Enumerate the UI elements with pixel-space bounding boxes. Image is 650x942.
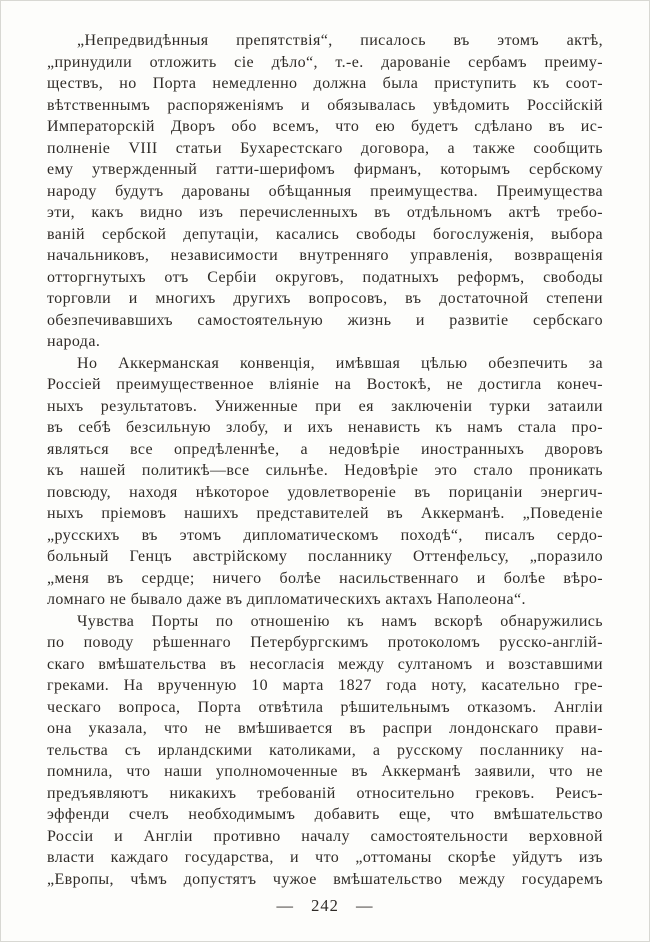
text-line: ему утвержденный гатти-шерифомъ фирманъ, которымъ сербскому xyxy=(47,161,603,178)
text-line: ныхъ результатовъ. Униженные при ея заключеніи турки затаили xyxy=(47,397,603,415)
text-line: Россіей преимущественное вліяніе на Востокѣ, не достигла конеч- xyxy=(47,376,603,393)
text-line: эти, какъ видно изъ перечисленныхъ въ отдѣльномъ актѣ требо- xyxy=(47,204,603,221)
text-line: начальниковъ, независимости внутренняго управленія, возвращенія xyxy=(47,247,603,264)
paragraph xyxy=(47,611,603,891)
text-line: скаго вмѣшательства въ несогласія между султаномъ и возставшими xyxy=(47,655,603,673)
text-line: торговли и многихъ другихъ вопросовъ, въ достаточной степени xyxy=(47,290,603,307)
text-line: въ себѣ безсильную злобу, и ихъ ненависть къ намъ стала про- xyxy=(47,419,603,436)
text-line: тельства съ ирландскими католиками, а русскому посланнику на- xyxy=(47,741,603,759)
page-number: — 242 — xyxy=(276,896,374,915)
text-line: полненіе VIII статьи Бухарестскаго договора, а также сообщить xyxy=(47,139,603,157)
text-line: ществъ, но Порта немедленно должна была приступить къ соот- xyxy=(47,75,603,92)
text-line: народа. xyxy=(47,333,101,350)
text-line: предъявляютъ никакихъ требованій относительно грековъ. Реисъ- xyxy=(47,784,603,802)
text-line: греками. На врученную 10 марта 1827 года ноту, касательно гре- xyxy=(47,677,603,694)
text-line: „Европы, чѣмъ допустятъ чужое вмѣшательство между государемъ xyxy=(47,870,603,888)
paragraph xyxy=(47,30,603,353)
text-line: Чувства Порты по отношенію къ намъ вскорѣ обнаружились xyxy=(77,612,603,630)
text-line: „принудили отложить сіе дѣло“, т.-е. дарованіе сербамъ преиму- xyxy=(47,53,603,71)
text-line: власти каждаго государства, и что „оттоманы скорѣе уйдутъ изъ xyxy=(47,849,603,866)
text-line: Россіи и Англіи противно началу самостоятельности верховной xyxy=(47,827,603,845)
text-line: повсюду, находя нѣкоторое удовлетвореніе въ порицаніи энергич- xyxy=(47,483,603,501)
text-line: помнила, что наши уполномоченные въ Аккерманѣ заявили, что не xyxy=(47,763,603,780)
text-line: эффенди счелъ необходимымъ добавить еще, что вмѣшательство xyxy=(47,806,603,823)
text-line: „Непредвидѣнныя препятствія“, писалось въ этомъ актѣ, xyxy=(77,32,603,49)
text-block xyxy=(47,30,603,890)
text-line: Императорскій Дворъ обо всемъ, что ею будетъ сдѣлано въ ис- xyxy=(47,118,603,135)
text-line: по поводу рѣшеннаго Петербургскимъ протоколомъ русско-англій- xyxy=(47,634,603,651)
text-line: ныхъ пріемовъ нашихъ представителей въ Аккерманѣ. „Поведеніе xyxy=(47,505,603,522)
text-line: къ нашей политикѣ—все сильнѣе. Недовѣріе это стало проникать xyxy=(47,462,603,479)
text-line: вѣтственнымъ распоряженіямъ и обязывалась увѣдомить Россійскій xyxy=(47,96,603,114)
text-line: „русскихъ въ этомъ дипломатическомъ походѣ“, писалъ сердо- xyxy=(47,526,603,544)
text-line: отторгнутыхъ отъ Сербіи округовъ, податныхъ реформъ, свободы xyxy=(47,268,603,286)
text-line: ваній сербской депутаціи, касались свободы богослуженія, выбора xyxy=(47,225,603,243)
text-line: она указала, что не вмѣшивается въ распри лондонскаго прави- xyxy=(47,720,603,737)
text-line: ческаго вопроса, Порта отвѣтила рѣшительнымъ отказомъ. Англіи xyxy=(47,698,603,716)
text-line: являться все опредѣленнѣе, а недовѣріе иностранныхъ дворовъ xyxy=(47,440,603,458)
paragraph xyxy=(47,353,603,611)
text-line: народу будутъ дарованы обѣщанныя преимущества. Преимущества xyxy=(47,182,603,200)
text-line: „меня въ сердце; ничего болѣе насильственнаго и болѣе вѣро- xyxy=(47,569,603,587)
text-line: Но Аккерманская конвенція, имѣвшая цѣлью обезпечить за xyxy=(77,354,603,372)
text-line: обезпечивавшихъ самостоятельную жизнь и развитіе сербскаго xyxy=(47,311,603,329)
text-line: ломнаго не бывало даже въ дипломатическихъ актахъ Наполеона“. xyxy=(47,591,526,608)
text-line: больный Генцъ австрійскому посланнику Оттенфельсу, „поразило xyxy=(47,548,603,565)
